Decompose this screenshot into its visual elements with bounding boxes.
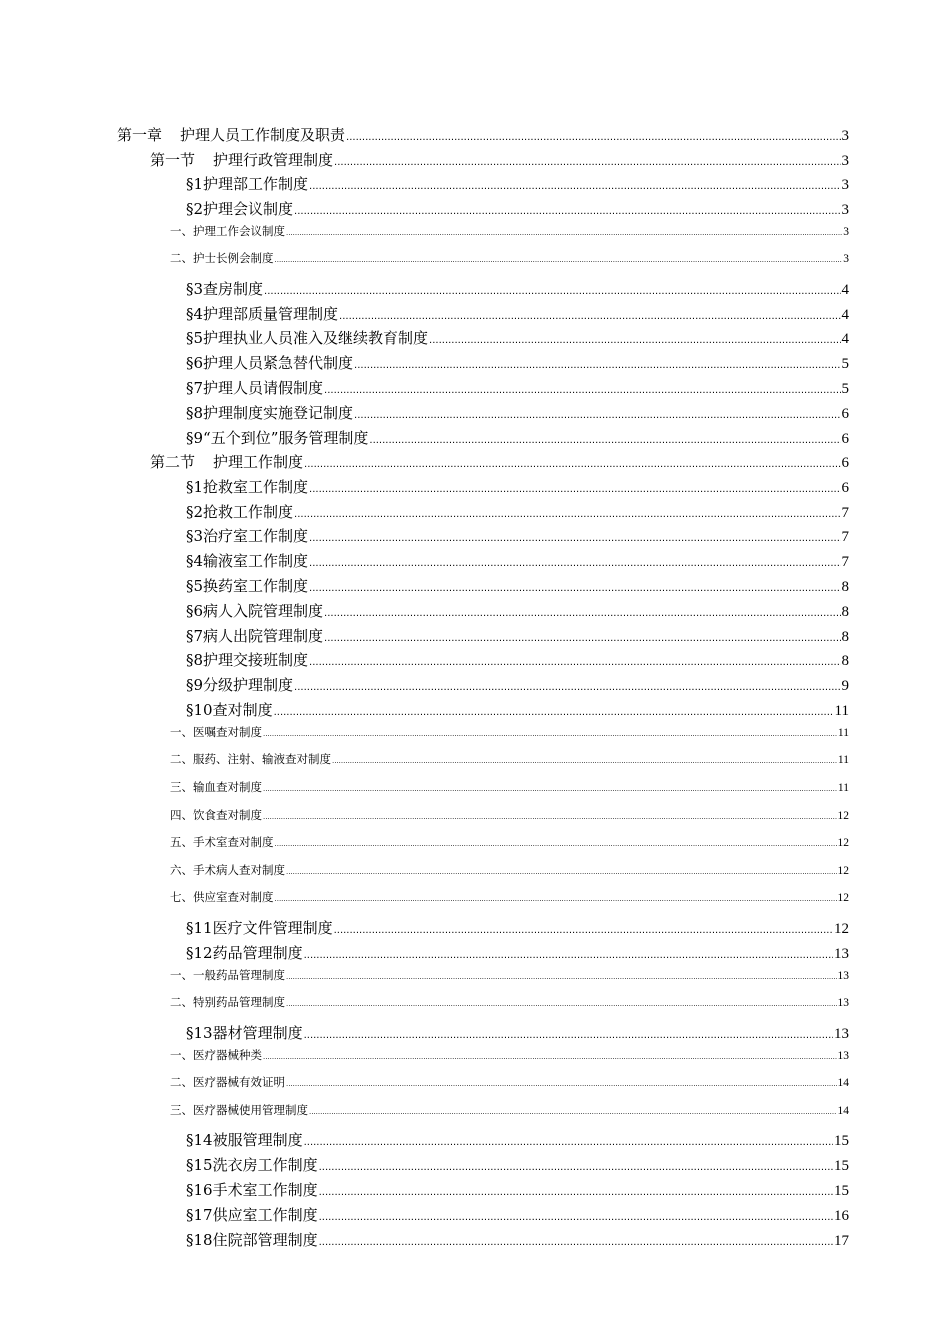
dot-leader [309,558,840,569]
toc-entry[interactable] [0,427,950,452]
dot-leader [274,707,834,718]
toc-entry-page: 3 [841,177,849,193]
toc-entry-page: 14 [837,1104,849,1117]
toc-entry[interactable] [0,699,950,724]
dot-leader [275,256,843,264]
toc-entry[interactable] [0,476,950,501]
toc-entry-page: 11 [837,782,849,795]
toc-entry-title: §4护理部质量管理制度 [186,304,339,323]
toc-entry[interactable] [0,575,950,600]
toc-entry[interactable] [0,917,950,942]
toc-entry-label: 第二节 [150,453,196,472]
toc-entry-title: §2护理会议制度 [186,199,294,218]
dot-leader [286,229,842,237]
toc-entry[interactable] [0,942,950,967]
toc-entry-title: §9分级护理制度 [186,676,294,695]
toc-entry-title: §11医疗文件管理制度 [186,918,333,937]
toc-entry-page: 16 [834,1207,849,1224]
toc-entry[interactable] [0,550,950,575]
toc-entry-title: §6护理人员紧急替代制度 [186,354,354,373]
dot-leader [309,583,840,594]
toc-entry[interactable] [0,278,950,303]
toc-entry[interactable] [0,149,950,174]
dot-leader [275,895,837,903]
toc-entry-title: 二、特别药品管理制度 [170,995,285,1010]
dot-leader [286,1000,837,1008]
toc-entry-title: §1护理部工作制度 [186,175,309,193]
toc-entry-page: 13 [837,997,849,1010]
toc-entry[interactable] [0,779,950,807]
toc-entry[interactable] [0,501,950,526]
toc-entry-title: 一、医嘱查对制度 [170,724,262,739]
toc-entry[interactable] [0,834,950,862]
toc-entry[interactable] [0,649,950,674]
dot-leader [319,1212,833,1223]
toc-entry-page: 13 [834,1025,849,1042]
dot-leader [429,335,840,346]
dot-leader [319,1237,833,1248]
toc-entry-title: 七、供应室查对制度 [170,890,274,905]
dot-leader [346,132,840,143]
toc-entry-text: 护理行政管理制度 [213,150,334,169]
toc-entry-page: 11 [834,703,849,720]
toc-entry[interactable] [0,377,950,402]
toc-entry-title: 一、医疗器械种类 [170,1047,262,1062]
toc-entry-page: 6 [841,405,849,422]
toc-entry[interactable] [0,1102,950,1130]
toc-entry[interactable] [0,223,950,251]
dot-leader [334,157,840,168]
toc-entry[interactable] [0,967,950,995]
dot-leader [334,925,833,936]
toc-entry-title: 二、护士长例会制度 [170,251,274,266]
toc-entry-page: 8 [841,653,849,670]
toc-entry-page: 4 [841,306,849,323]
toc-entry-label: 第一章 [117,126,163,144]
toc-entry-page: 4 [841,281,849,298]
toc-entry-title: §8护理交接班制度 [186,651,309,670]
toc-entry[interactable] [0,674,950,699]
toc-entry-page: 17 [834,1232,849,1249]
dot-leader [339,311,840,322]
dot-leader [304,1030,833,1041]
toc-entry[interactable] [0,352,950,377]
toc-entry[interactable] [0,600,950,625]
toc-entry-page: 12 [837,864,849,877]
dot-leader [263,813,837,821]
toc-entry-title: 一、一般药品管理制度 [170,967,285,982]
toc-entry-title: 三、输血查对制度 [170,780,262,795]
toc-entry-page: 6 [841,479,849,496]
toc-entry-page: 12 [837,809,849,822]
toc-entry-title: §5护理执业人员准入及继续教育制度 [186,329,429,348]
toc-entry-title: §13器材管理制度 [186,1023,303,1042]
toc-entry-title: §6病人入院管理制度 [186,601,324,620]
dot-leader [309,533,840,544]
toc-entry-title: 五、手术室查对制度 [170,835,274,850]
toc-entry-title: §9“五个到位”服务管理制度 [186,428,369,447]
toc-entry-page: 15 [834,1182,849,1199]
toc-entry-title: §4输液室工作制度 [186,552,309,571]
toc-entry-title [117,124,345,145]
toc-entry-page: 6 [841,455,849,472]
table-of-contents [0,124,950,1253]
toc-entry-title: 二、服药、注射、输液查对制度 [170,752,331,767]
toc-entry-page: 13 [834,945,849,962]
dot-leader [354,360,840,371]
toc-entry-page: 3 [841,128,849,144]
toc-entry-page: 12 [837,837,849,850]
dot-leader [354,410,840,421]
toc-entry-title: 六、手术病人查对制度 [170,862,285,877]
dot-leader [263,730,837,738]
toc-entry-page: 6 [841,430,849,447]
toc-entry-page: 13 [837,1049,849,1062]
dot-leader [263,785,837,793]
toc-entry-title: §15洗衣房工作制度 [186,1156,318,1175]
toc-entry[interactable] [0,724,950,752]
toc-entry-page: 4 [841,331,849,348]
toc-entry-page: 7 [841,529,849,546]
dot-leader [309,181,840,192]
dot-leader [319,1187,833,1198]
toc-entry-page: 11 [837,754,849,767]
dot-leader [332,757,837,765]
dot-leader [309,657,840,668]
toc-entry-page: 8 [841,579,849,596]
toc-entry-title: 二、医疗器械有效证明 [170,1075,285,1090]
toc-entry[interactable] [0,173,950,198]
toc-entry[interactable] [0,525,950,550]
toc-entry-page: 8 [841,628,849,645]
toc-entry[interactable] [0,751,950,779]
dot-leader [324,608,840,619]
toc-entry-text: 护理人员工作制度及职责 [180,126,346,144]
toc-entry-page: 3 [843,253,849,266]
toc-entry-title: §12药品管理制度 [186,943,303,962]
toc-entry-page: 5 [841,380,849,397]
toc-entry[interactable] [0,1154,950,1179]
dot-leader [286,868,837,876]
toc-entry-title [150,149,333,170]
toc-entry-title: §7护理人员请假制度 [186,378,324,397]
toc-entry-page: 8 [841,603,849,620]
toc-entry-page: 3 [841,152,849,169]
toc-entry-title: 一、护理工作会议制度 [170,223,285,238]
toc-entry-page: 5 [841,356,849,373]
toc-entry[interactable] [0,862,950,890]
toc-entry-page: 13 [837,969,849,982]
toc-entry-page: 12 [837,892,849,905]
toc-entry[interactable] [0,402,950,427]
toc-entry[interactable] [0,451,950,476]
toc-entry[interactable] [0,1074,950,1102]
dot-leader [304,459,840,470]
toc-entry[interactable] [0,1179,950,1204]
toc-entry-title: §3查房制度 [186,279,264,298]
toc-entry[interactable] [0,198,950,223]
toc-entry-title: §16手术室工作制度 [186,1180,318,1199]
toc-entry-title: §2抢救工作制度 [186,502,294,521]
toc-entry-title: §3治疗室工作制度 [186,527,309,546]
toc-entry[interactable] [0,303,950,328]
toc-entry-title: §10查对制度 [186,701,273,720]
dot-leader [264,286,840,297]
toc-entry-title [150,451,303,472]
toc-entry[interactable] [0,889,950,917]
dot-leader [369,435,840,446]
dot-leader [275,840,837,848]
toc-entry-title: §7病人出院管理制度 [186,626,324,645]
toc-entry-page: 3 [843,225,849,238]
toc-entry-title: §8护理制度实施登记制度 [186,403,354,422]
dot-leader [319,1162,833,1173]
toc-entry[interactable] [0,327,950,352]
toc-entry-label: 第一节 [150,150,196,169]
dot-leader [294,682,840,693]
toc-entry[interactable] [0,807,950,835]
toc-entry-page: 12 [834,920,849,937]
toc-entry[interactable] [0,1204,950,1229]
toc-entry-title: 四、饮食查对制度 [170,807,262,822]
toc-entry-title: §5换药室工作制度 [186,577,309,596]
toc-entry-page: 9 [841,678,849,695]
toc-entry-title: §17供应室工作制度 [186,1205,318,1224]
toc-entry-title: §14被服管理制度 [186,1131,303,1150]
dot-leader [309,484,840,495]
toc-entry-page: 15 [834,1133,849,1150]
dot-leader [324,385,840,396]
dot-leader [286,973,837,981]
toc-entry-text: 护理工作制度 [213,453,304,472]
toc-entry-page: 11 [837,726,849,739]
dot-leader [294,509,840,520]
toc-entry-page: 14 [837,1077,849,1090]
dot-leader [304,950,833,961]
dot-leader [324,633,840,644]
dot-leader [263,1053,837,1061]
dot-leader [294,206,840,217]
toc-entry[interactable] [0,250,950,278]
toc-entry-page: 7 [841,504,849,521]
toc-entry[interactable] [0,1047,950,1075]
toc-entry-page: 15 [834,1158,849,1175]
toc-entry[interactable] [0,625,950,650]
toc-entry-page: 7 [841,554,849,571]
toc-entry[interactable] [0,124,950,149]
dot-leader [286,1080,837,1088]
toc-entry-title: §18住院部管理制度 [186,1230,318,1249]
toc-entry[interactable] [0,1022,950,1047]
dot-leader [309,1108,837,1116]
dot-leader [304,1137,833,1148]
toc-entry[interactable] [0,1129,950,1154]
toc-entry-title: 三、医疗器械使用管理制度 [170,1102,308,1117]
toc-entry-title: §1抢救室工作制度 [186,477,309,496]
toc-entry[interactable] [0,994,950,1022]
toc-entry[interactable] [0,1229,950,1254]
toc-entry-page: 3 [841,201,849,218]
